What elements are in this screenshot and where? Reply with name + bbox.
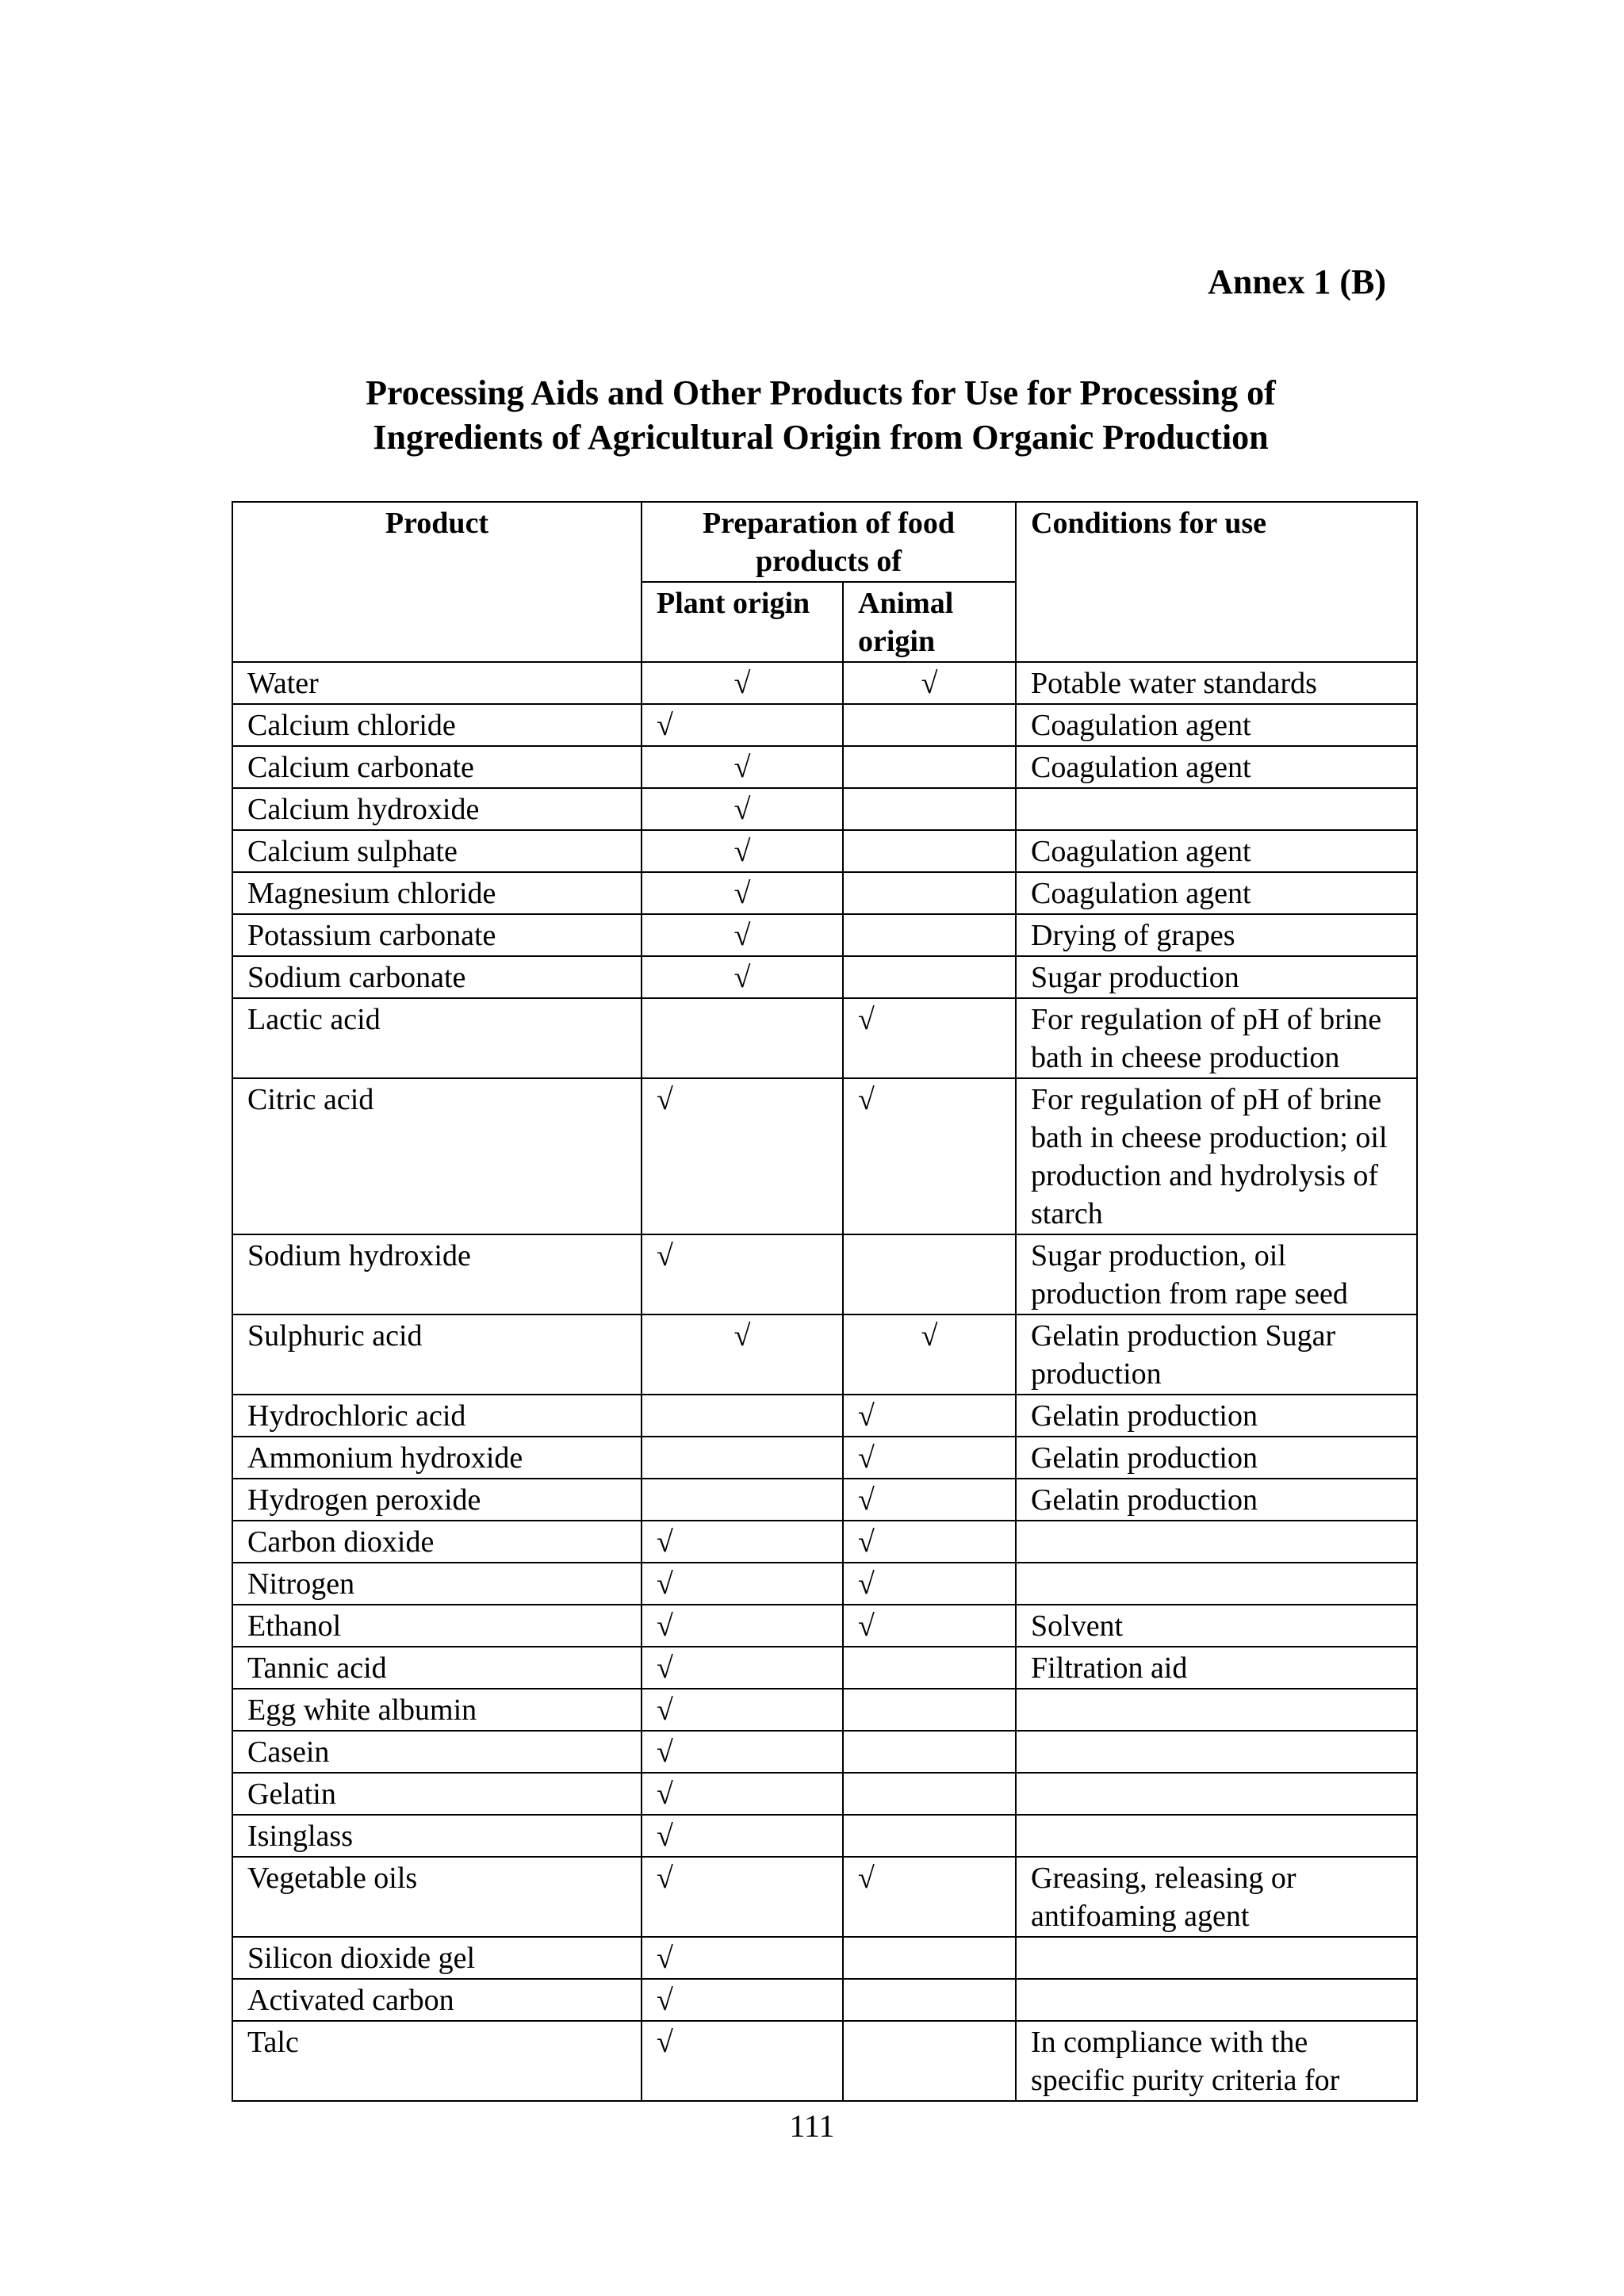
cell-plant-origin: √: [642, 1647, 843, 1689]
cell-plant-origin: √: [642, 1521, 843, 1563]
table-row: [232, 914, 1417, 956]
cell-product: Tannic acid: [232, 1647, 642, 1689]
cell-conditions: Sugar production, oil production from rape seed: [1016, 1234, 1417, 1314]
cell-conditions: [1016, 1979, 1417, 2021]
table-row: [232, 1979, 1417, 2021]
cell-plant-origin: √: [642, 1234, 843, 1314]
cell-product: Ammonium hydroxide: [232, 1437, 642, 1479]
cell-animal-origin: [843, 1937, 1016, 1979]
cell-animal-origin: [843, 872, 1016, 914]
cell-animal-origin: [843, 788, 1016, 830]
cell-plant-origin: [642, 1395, 843, 1437]
header-preparation: Preparation of food products of: [642, 502, 1016, 582]
cell-product: Ethanol: [232, 1605, 642, 1647]
cell-conditions: Gelatin production: [1016, 1479, 1417, 1521]
table-row: [232, 1689, 1417, 1731]
cell-plant-origin: √: [642, 1314, 843, 1395]
cell-conditions: Gelatin production: [1016, 1437, 1417, 1479]
header-animal-origin: Animal origin: [843, 582, 1016, 662]
cell-conditions: [1016, 1731, 1417, 1773]
table-row: [232, 1857, 1417, 1937]
cell-animal-origin: √: [843, 1078, 1016, 1234]
cell-plant-origin: √: [642, 2021, 843, 2101]
cell-animal-origin: √: [843, 1395, 1016, 1437]
cell-product: Silicon dioxide gel: [232, 1937, 642, 1979]
cell-animal-origin: √: [843, 1437, 1016, 1479]
cell-conditions: Drying of grapes: [1016, 914, 1417, 956]
table-row: [232, 2021, 1417, 2101]
table-row: [232, 1605, 1417, 1647]
cell-product: Nitrogen: [232, 1563, 642, 1605]
table-row: [232, 1234, 1417, 1314]
cell-animal-origin: √: [843, 998, 1016, 1078]
cell-product: Sulphuric acid: [232, 1314, 642, 1395]
title-line-1: Processing Aids and Other Products for Use for Processing of: [366, 373, 1276, 412]
cell-conditions: [1016, 1689, 1417, 1731]
cell-animal-origin: [843, 1234, 1016, 1314]
cell-product: Egg white albumin: [232, 1689, 642, 1731]
page-number: 111: [789, 2108, 835, 2144]
cell-product: Sodium hydroxide: [232, 1234, 642, 1314]
cell-conditions: For regulation of pH of brine bath in cheese production; oil production and hydrolysis of starch: [1016, 1078, 1417, 1234]
table-row: [232, 1437, 1417, 1479]
cell-plant-origin: √: [642, 704, 843, 746]
cell-product: Citric acid: [232, 1078, 642, 1234]
cell-plant-origin: √: [642, 1937, 843, 1979]
cell-plant-origin: √: [642, 872, 843, 914]
table-row: [232, 1479, 1417, 1521]
cell-plant-origin: √: [642, 1773, 843, 1815]
processing-aids-table: [232, 501, 1418, 2102]
cell-animal-origin: [843, 956, 1016, 998]
table-row: [232, 1731, 1417, 1773]
cell-conditions: [1016, 1773, 1417, 1815]
table-row: [232, 872, 1417, 914]
cell-plant-origin: √: [642, 1815, 843, 1857]
header-plant-origin: Plant origin: [642, 582, 843, 662]
cell-product: Lactic acid: [232, 998, 642, 1078]
cell-conditions: [1016, 788, 1417, 830]
cell-conditions: Potable water standards: [1016, 662, 1417, 704]
cell-plant-origin: √: [642, 914, 843, 956]
cell-product: Calcium hydroxide: [232, 788, 642, 830]
cell-conditions: [1016, 1937, 1417, 1979]
cell-plant-origin: [642, 1479, 843, 1521]
cell-plant-origin: √: [642, 662, 843, 704]
cell-animal-origin: √: [843, 1605, 1016, 1647]
table-row: [232, 1563, 1417, 1605]
cell-product: Talc: [232, 2021, 642, 2101]
cell-conditions: Greasing, releasing or antifoaming agent: [1016, 1857, 1417, 1937]
cell-animal-origin: √: [843, 1857, 1016, 1937]
cell-product: Activated carbon: [232, 1979, 642, 2021]
cell-animal-origin: √: [843, 1521, 1016, 1563]
cell-animal-origin: √: [843, 662, 1016, 704]
cell-product: Gelatin: [232, 1773, 642, 1815]
cell-product: Casein: [232, 1731, 642, 1773]
header-conditions: Conditions for use: [1016, 502, 1417, 662]
table-row: [232, 998, 1417, 1078]
document-title: [230, 371, 1411, 460]
cell-conditions: Coagulation agent: [1016, 872, 1417, 914]
cell-plant-origin: √: [642, 830, 843, 872]
cell-conditions: Gelatin production: [1016, 1395, 1417, 1437]
cell-animal-origin: [843, 746, 1016, 788]
table-row: [232, 1314, 1417, 1395]
cell-animal-origin: [843, 830, 1016, 872]
cell-plant-origin: √: [642, 1605, 843, 1647]
cell-conditions: For regulation of pH of brine bath in cheese production: [1016, 998, 1417, 1078]
table-row: [232, 956, 1417, 998]
table-row: [232, 1078, 1417, 1234]
table-row: [232, 704, 1417, 746]
table-row: [232, 662, 1417, 704]
cell-product: Magnesium chloride: [232, 872, 642, 914]
cell-animal-origin: √: [843, 1479, 1016, 1521]
header-product: Product: [232, 502, 642, 662]
table-row: [232, 1773, 1417, 1815]
table-row: [232, 746, 1417, 788]
cell-conditions: Coagulation agent: [1016, 746, 1417, 788]
title-line-2: Ingredients of Agricultural Origin from Organic Production: [373, 418, 1269, 457]
cell-plant-origin: √: [642, 788, 843, 830]
cell-plant-origin: √: [642, 1689, 843, 1731]
cell-product: Sodium carbonate: [232, 956, 642, 998]
cell-conditions: Coagulation agent: [1016, 830, 1417, 872]
cell-product: Hydrochloric acid: [232, 1395, 642, 1437]
cell-animal-origin: √: [843, 1563, 1016, 1605]
cell-product: Vegetable oils: [232, 1857, 642, 1937]
cell-product: Calcium carbonate: [232, 746, 642, 788]
cell-animal-origin: √: [843, 1314, 1016, 1395]
table-row: [232, 1815, 1417, 1857]
cell-plant-origin: √: [642, 1731, 843, 1773]
table-row: [232, 1647, 1417, 1689]
cell-plant-origin: √: [642, 746, 843, 788]
cell-plant-origin: √: [642, 956, 843, 998]
cell-conditions: [1016, 1815, 1417, 1857]
cell-animal-origin: [843, 1773, 1016, 1815]
annex-label: Annex 1 (B): [1208, 262, 1386, 301]
cell-conditions: Filtration aid: [1016, 1647, 1417, 1689]
cell-product: Hydrogen peroxide: [232, 1479, 642, 1521]
cell-conditions: Coagulation agent: [1016, 704, 1417, 746]
cell-animal-origin: [843, 1689, 1016, 1731]
cell-conditions: [1016, 1563, 1417, 1605]
cell-plant-origin: √: [642, 1979, 843, 2021]
table-body: [232, 662, 1417, 2101]
cell-product: Calcium sulphate: [232, 830, 642, 872]
cell-animal-origin: [843, 1647, 1016, 1689]
table-row: [232, 1395, 1417, 1437]
cell-conditions: [1016, 1521, 1417, 1563]
cell-animal-origin: [843, 1979, 1016, 2021]
cell-conditions: Gelatin production Sugar production: [1016, 1314, 1417, 1395]
table-row: [232, 1937, 1417, 1979]
cell-animal-origin: [843, 914, 1016, 956]
cell-plant-origin: [642, 998, 843, 1078]
cell-conditions: Sugar production: [1016, 956, 1417, 998]
table-row: [232, 1521, 1417, 1563]
cell-conditions: Solvent: [1016, 1605, 1417, 1647]
cell-product: Potassium carbonate: [232, 914, 642, 956]
cell-plant-origin: √: [642, 1563, 843, 1605]
cell-animal-origin: [843, 704, 1016, 746]
cell-conditions: In compliance with the specific purity criteria for: [1016, 2021, 1417, 2101]
cell-animal-origin: [843, 1731, 1016, 1773]
table-row: [232, 788, 1417, 830]
cell-product: Calcium chloride: [232, 704, 642, 746]
table-header-row: [232, 502, 1417, 582]
cell-plant-origin: [642, 1437, 843, 1479]
cell-product: Isinglass: [232, 1815, 642, 1857]
cell-animal-origin: [843, 1815, 1016, 1857]
cell-product: Water: [232, 662, 642, 704]
cell-plant-origin: √: [642, 1078, 843, 1234]
cell-plant-origin: √: [642, 1857, 843, 1937]
table-row: [232, 830, 1417, 872]
cell-product: Carbon dioxide: [232, 1521, 642, 1563]
cell-animal-origin: [843, 2021, 1016, 2101]
